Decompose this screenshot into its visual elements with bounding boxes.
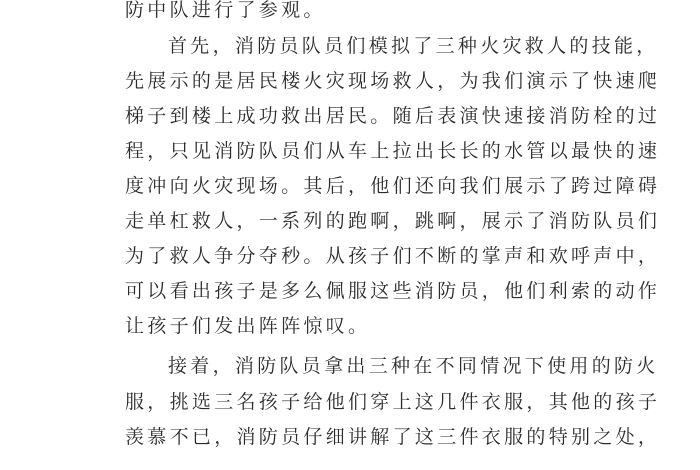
text-line: 先展示的是居民楼火灾现场救人，为我们演示了快速爬: [125, 70, 661, 92]
text-line: 梯子到楼上成功救出居民。随后表演快速接消防栓的过: [125, 105, 661, 127]
text-line: 羡慕不已，消防员仔细讲解了这三件衣服的特别之处，: [125, 426, 661, 448]
text-line: 度冲向火灾现场。其后，他们还向我们展示了跨过障碍: [125, 175, 661, 197]
text-line: 程，只见消防队员们从车上拉出长长的水管以最快的速: [125, 140, 661, 162]
text-line: 服，挑选三名孩子给他们穿上这几件衣服，其他的孩子: [125, 391, 661, 413]
text-line: 走单杠救人，一系列的跑啊，跳啊，展示了消防队员们: [125, 210, 661, 232]
paragraph-start-line: 接着，消防队员拿出三种在不同情况下使用的防火: [168, 355, 659, 377]
text-line: 防中队进行了参观。: [125, 0, 326, 21]
text-line: 可以看出孩子是多么佩服这些消防员，他们利索的动作: [125, 280, 661, 302]
paragraph-start-line: 首先，消防员队员们模拟了三种火灾救人的技能，: [168, 35, 659, 57]
text-line: 让孩子们发出阵阵惊叹。: [125, 315, 371, 337]
text-line: 为了救人争分夺秒。从孩子们不断的掌声和欢呼声中，: [125, 245, 661, 267]
